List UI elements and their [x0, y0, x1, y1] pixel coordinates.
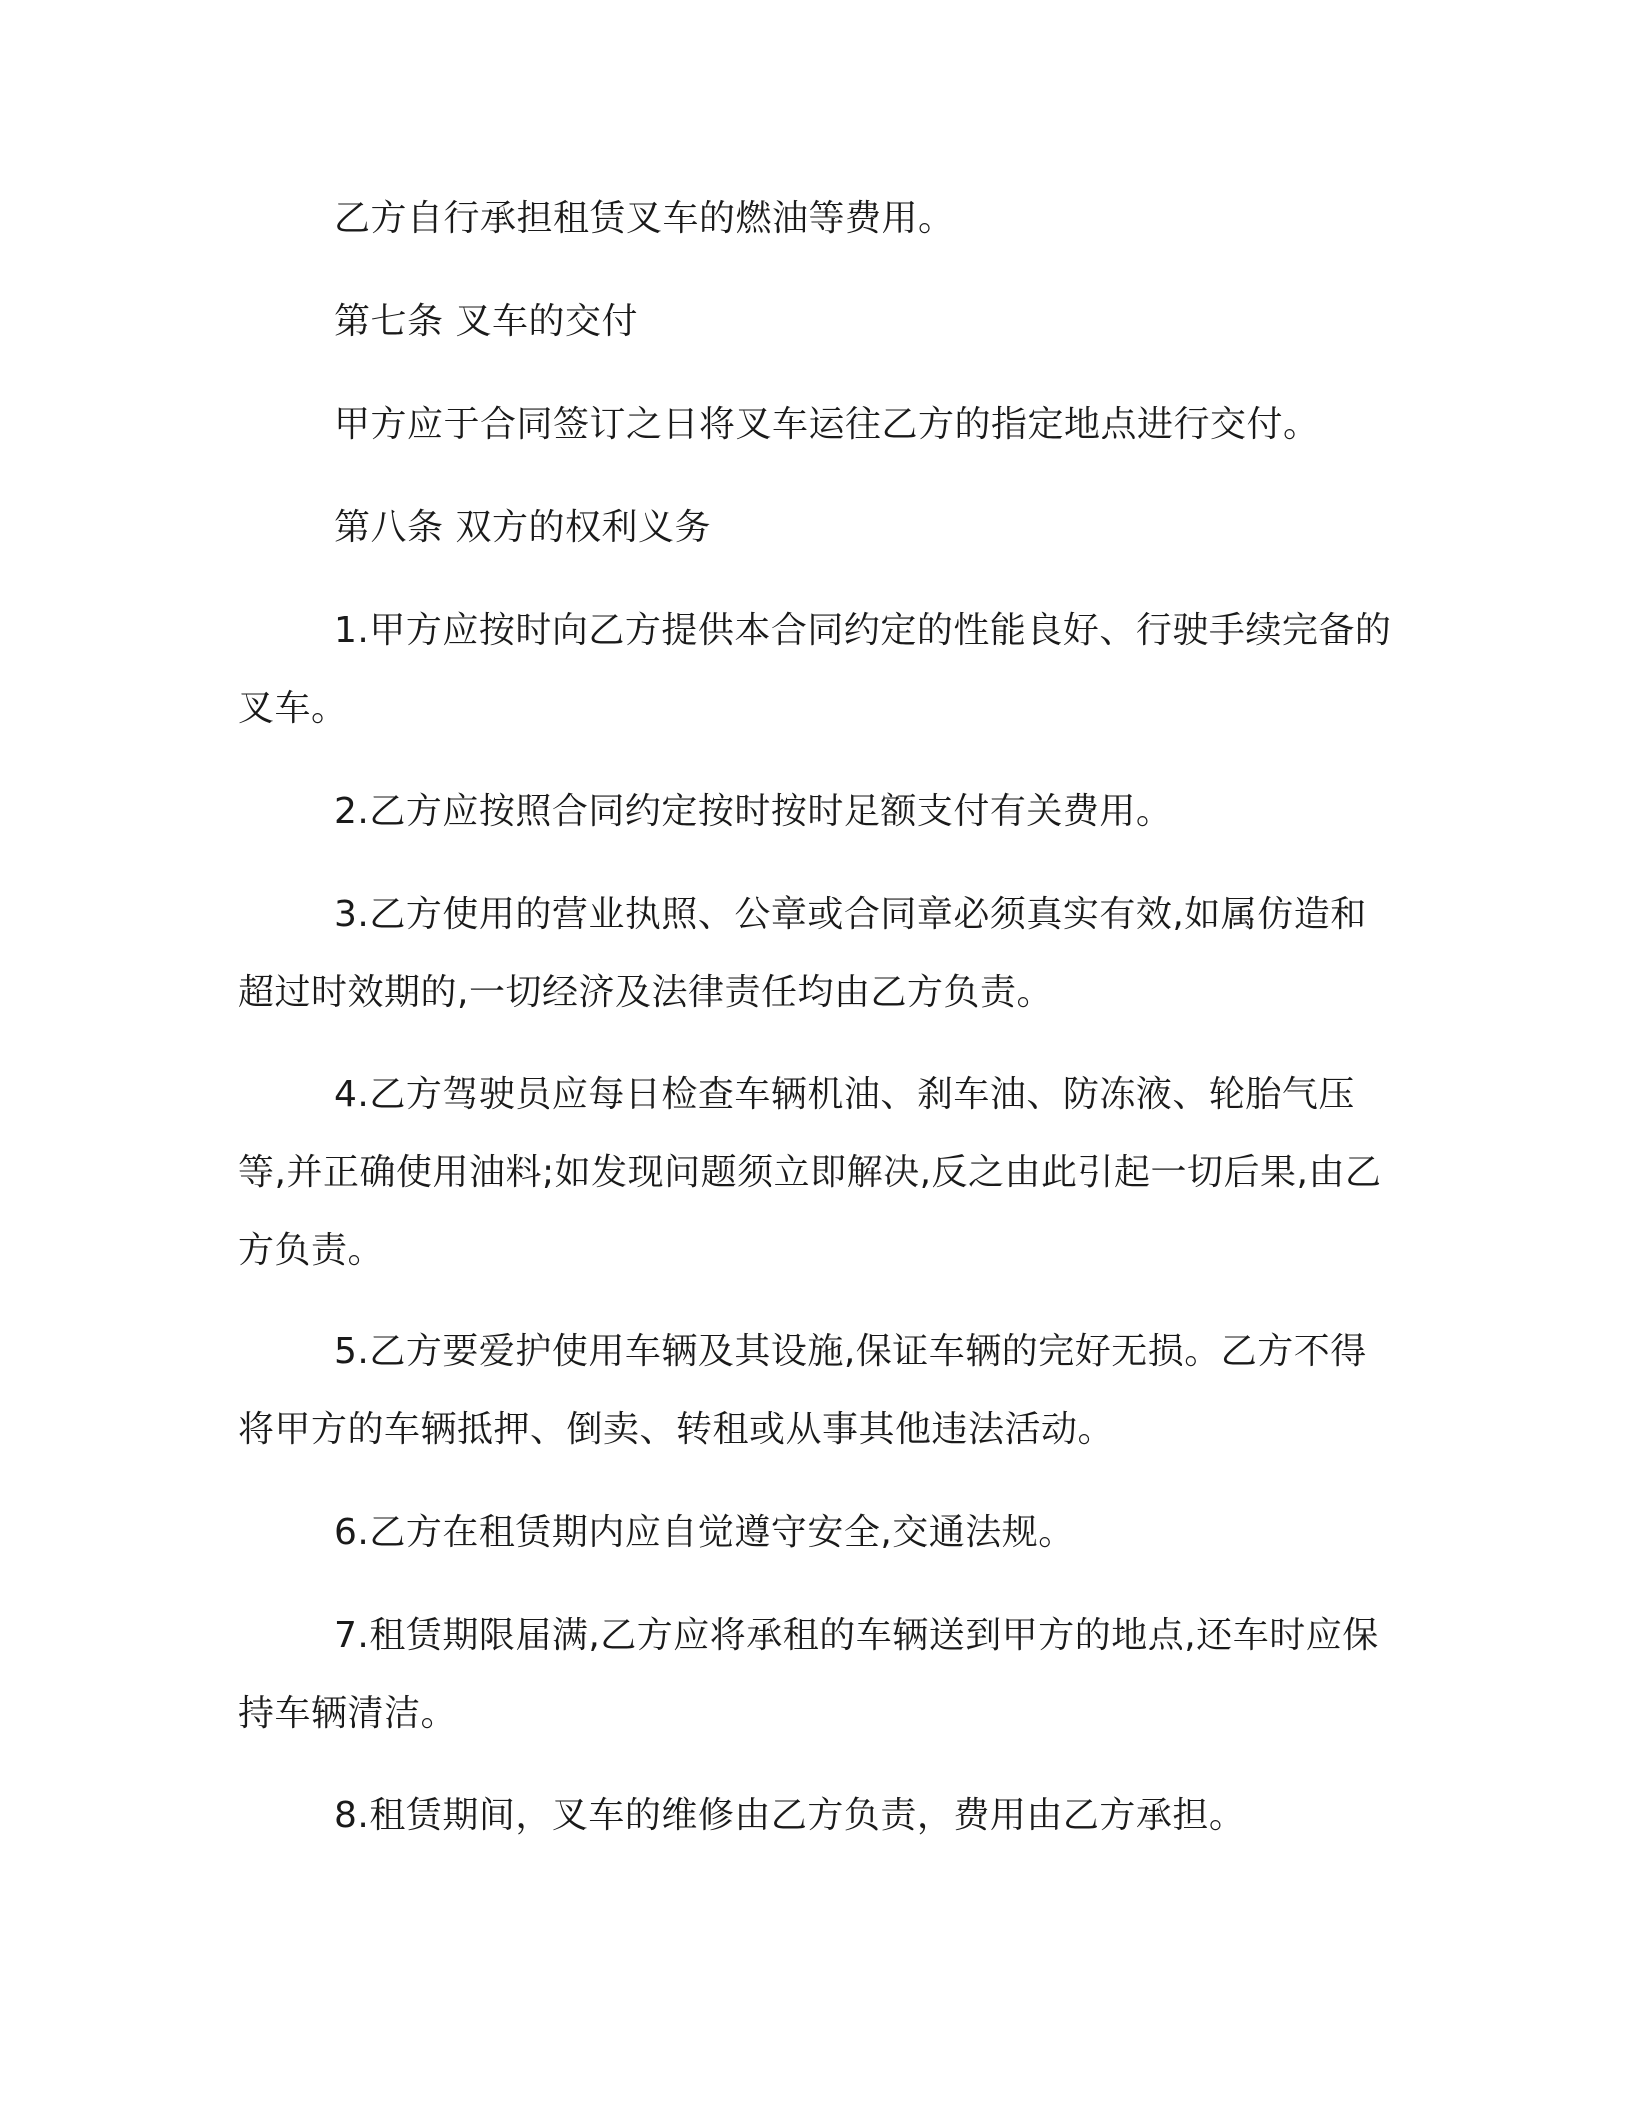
section-heading-article-7: 第七条 叉车的交付	[334, 301, 638, 342]
clause-3: 3.乙方使用的营业执照、公章或合同章必须真实有效,如属仿造和超过时效期的,一切经济及法律责任均由乙方负责。	[238, 894, 1367, 1013]
paragraph-fuel-costs: 乙方自行承担租赁叉车的燃油等费用。	[334, 198, 955, 239]
section-heading-article-8: 第八条 双方的权利义务	[334, 507, 711, 548]
clause-6: 6.乙方在租赁期内应自觉遵守安全,交通法规。	[334, 1512, 1075, 1553]
paragraph-delivery: 甲方应于合同签订之日将叉车运往乙方的指定地点进行交付。	[334, 404, 1320, 445]
clause-2: 2.乙方应按照合同约定按时按时足额支付有关费用。	[334, 791, 1173, 832]
clause-5: 5.乙方要爱护使用车辆及其设施,保证车辆的完好无损。乙方不得将甲方的车辆抵押、倒卖、转租或从事其他违法活动。	[238, 1331, 1367, 1450]
clause-1: 1.甲方应按时向乙方提供本合同约定的性能良好、行驶手续完备的叉车。	[238, 610, 1392, 729]
clause-8: 8.租赁期间，叉车的维修由乙方负责，费用由乙方承担。	[334, 1795, 1246, 1836]
clause-4: 4.乙方驾驶员应每日检查车辆机油、刹车油、防冻液、轮胎气压等,并正确使用油料;如发现问题须立即解决,反之由此引起一切后果,由乙方负责。	[238, 1074, 1382, 1271]
clause-7: 7.租赁期限届满,乙方应将承租的车辆送到甲方的地点,还车时应保持车辆清洁。	[238, 1615, 1379, 1734]
